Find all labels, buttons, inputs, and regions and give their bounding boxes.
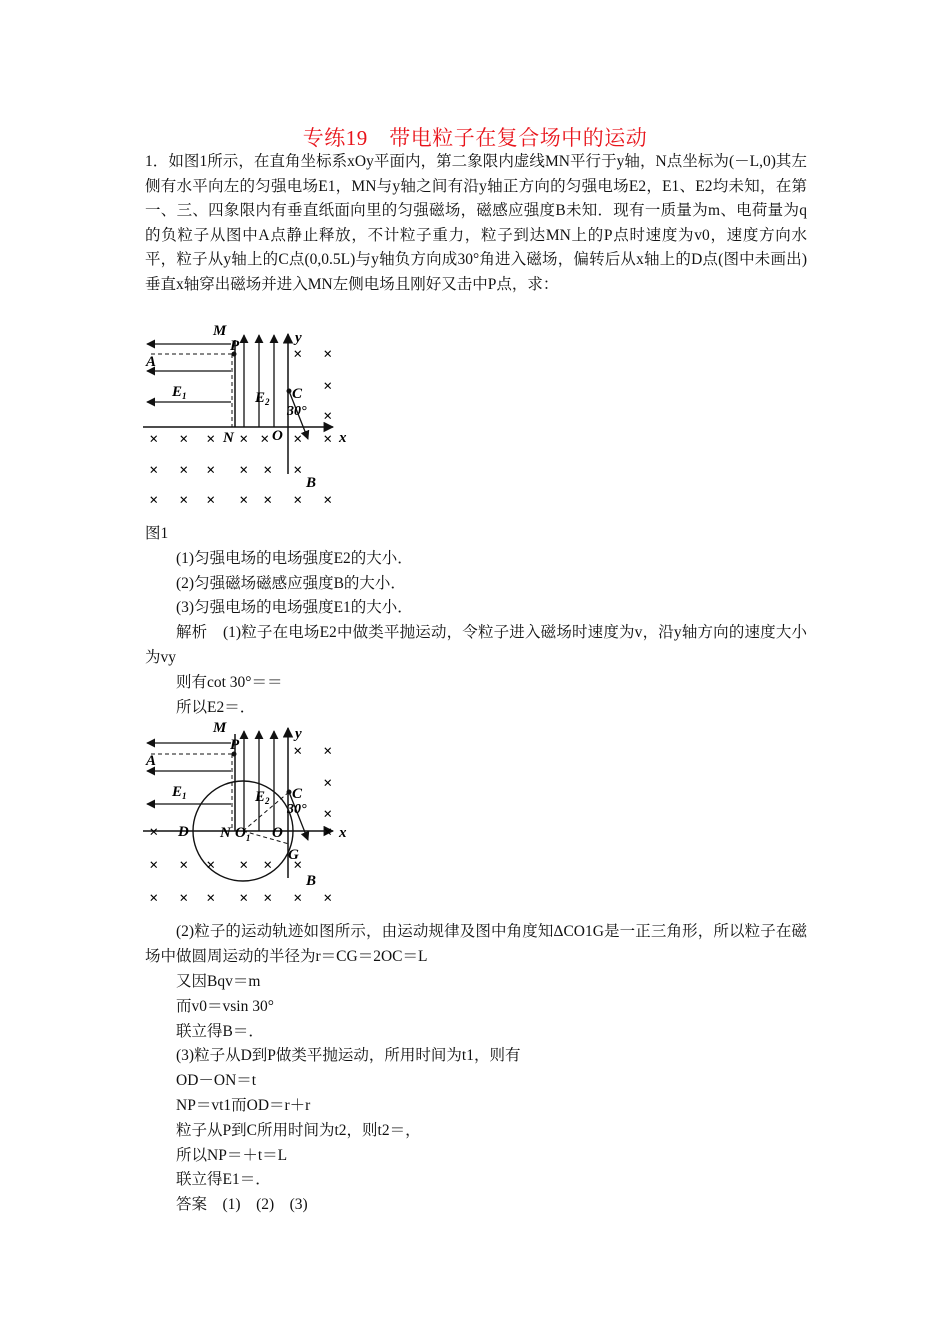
cross-mark: × <box>323 890 333 907</box>
label-angle: 30° <box>287 404 307 419</box>
label-angle: 30° <box>287 802 307 817</box>
cross-mark: × <box>293 431 303 448</box>
question-1: (1)匀强电场的电场强度E2的大小． <box>176 549 413 567</box>
solution-line: (3)粒子从D到P做类平抛运动，所用时间为t1，则有 <box>176 1047 521 1065</box>
label-x: x <box>339 825 347 841</box>
cross-mark: × <box>206 492 216 509</box>
solution-2-block <box>145 920 807 969</box>
label-d: D <box>178 824 189 840</box>
solution-2: (2)粒子的运动轨迹如图所示，由运动规律及图中角度知ΔCO1G是一正三角形，所以粒子在磁场中做圆周运动的半径为r＝CG＝2OC＝L <box>145 923 807 965</box>
solution-line: 所以E2＝． <box>176 698 256 716</box>
cross-mark: × <box>323 492 333 509</box>
label-o: O <box>272 825 283 841</box>
solution-line: OD－ON＝t <box>176 1072 257 1090</box>
cross-mark: × <box>263 492 273 509</box>
label-n: N <box>220 825 231 841</box>
cross-mark: × <box>206 890 216 907</box>
cross-mark: × <box>179 857 189 874</box>
cross-mark: × <box>239 492 249 509</box>
cross-mark: × <box>239 431 249 448</box>
label-m: M <box>213 323 227 339</box>
figure-2 <box>143 716 358 912</box>
cross-mark: × <box>239 890 249 907</box>
cross-mark: × <box>323 378 333 395</box>
answer-line: 答案 (1) (2) (3) <box>176 1196 308 1214</box>
cross-mark: × <box>323 408 333 425</box>
solution-line: 则有cot 30°＝＝ <box>176 674 283 691</box>
cross-mark: × <box>263 462 273 479</box>
label-g: G <box>288 847 299 863</box>
cross-mark: × <box>293 743 303 760</box>
label-c: C <box>292 386 303 402</box>
solution-1-lines <box>145 671 807 721</box>
label-b: B <box>306 873 317 889</box>
cross-mark: × <box>179 492 189 509</box>
solution-1: 解析 (1)粒子在电场E2中做类平抛运动，令粒子进入磁场时速度为v，沿y轴方向的速度大小为vy <box>145 624 807 666</box>
cross-mark: × <box>263 890 273 907</box>
question-3: (3)匀强电场的电场强度E1的大小． <box>176 599 413 617</box>
label-p: P <box>230 338 240 354</box>
cross-mark: × <box>179 890 189 907</box>
cross-mark: × <box>323 431 333 448</box>
label-x: x <box>339 430 347 446</box>
label-o: O <box>272 428 283 444</box>
label-e2: $E_2$ <box>255 789 270 806</box>
label-y: y <box>295 330 302 346</box>
label-o1: $O_1$ <box>235 825 251 843</box>
cross-mark: × <box>293 346 303 363</box>
cross-mark: × <box>263 857 273 874</box>
label-n: N <box>223 430 234 446</box>
label-y: y <box>295 726 302 742</box>
cross-mark: × <box>149 462 159 479</box>
cross-mark: × <box>179 431 189 448</box>
cross-mark: × <box>293 890 303 907</box>
solution-1-block <box>145 621 807 670</box>
cross-mark: × <box>149 890 159 907</box>
page-title: 专练19 带电粒子在复合场中的运动 <box>302 126 648 150</box>
solution-line: 而v0＝vsin 30° <box>176 997 274 1015</box>
cross-mark: × <box>323 824 333 841</box>
solution-lines <box>145 970 807 1218</box>
solution-line: 又因Bqv＝m <box>176 973 261 990</box>
problem-statement: 1．如图1所示，在直角坐标系xOy平面内，第二象限内虚线MN平行于y轴，N点坐标为(－L,0)其左侧有水平向左的匀强电场E1，MN与y轴之间有沿y轴正方向的匀强电场E2，E1、E2均未知，在第一、三、四象限内有垂直纸面向里的匀强磁场，磁感应强度B未知．现有一质量为m、电荷量为q的负粒子从图中A点静止释放，不计粒子重力，粒子到达MN上的P点时速度为v0，速度方向水平，粒子从y轴上的C点(0,0.5L)与y轴负方向成30°角进入磁场，偏转后从x轴上的D点(图中未画出)垂直x轴穿出磁场并进入MN左侧电场且刚好又击中P点，求： <box>145 153 807 293</box>
label-a: A <box>146 753 157 769</box>
problem-block <box>145 150 807 298</box>
cross-mark: × <box>149 824 159 841</box>
label-e1: $E_1$ <box>172 784 187 801</box>
cross-mark: × <box>149 431 159 448</box>
cross-mark: × <box>179 462 189 479</box>
label-e2: $E_2$ <box>255 390 270 407</box>
cross-mark: × <box>239 857 249 874</box>
label-c: C <box>292 786 303 802</box>
cross-mark: × <box>149 857 159 874</box>
solution-line: 联立得B＝． <box>176 1022 264 1040</box>
label-p: P <box>230 737 240 753</box>
question-2: (2)匀强磁场磁感应强度B的大小． <box>176 574 406 592</box>
label-m: M <box>213 720 227 736</box>
cross-mark: × <box>206 431 216 448</box>
label-a: A <box>146 354 157 370</box>
cross-mark: × <box>239 462 249 479</box>
label-b: B <box>306 475 317 491</box>
solution-line: NP＝vt1而OD＝r＋r <box>176 1096 311 1114</box>
cross-mark: × <box>293 492 303 509</box>
label-e1: $E_1$ <box>172 384 187 401</box>
cross-mark: × <box>293 462 303 479</box>
solution-line: 所以NP＝＋t＝L <box>176 1146 288 1164</box>
cross-mark: × <box>206 857 216 874</box>
figure-1 <box>143 322 358 514</box>
cross-mark: × <box>323 806 333 823</box>
cross-mark: × <box>323 346 333 363</box>
cross-mark: × <box>323 743 333 760</box>
solution-line: 联立得E1＝． <box>176 1171 271 1189</box>
cross-mark: × <box>323 775 333 792</box>
figure-1-caption: 图1 <box>145 525 169 542</box>
solution-line: 粒子从P到C所用时间为t2，则t2＝， <box>176 1121 421 1139</box>
cross-mark: × <box>260 431 270 448</box>
cross-mark: × <box>206 462 216 479</box>
cross-mark: × <box>149 492 159 509</box>
cross-mark: × <box>293 857 303 874</box>
questions-block <box>145 522 807 621</box>
